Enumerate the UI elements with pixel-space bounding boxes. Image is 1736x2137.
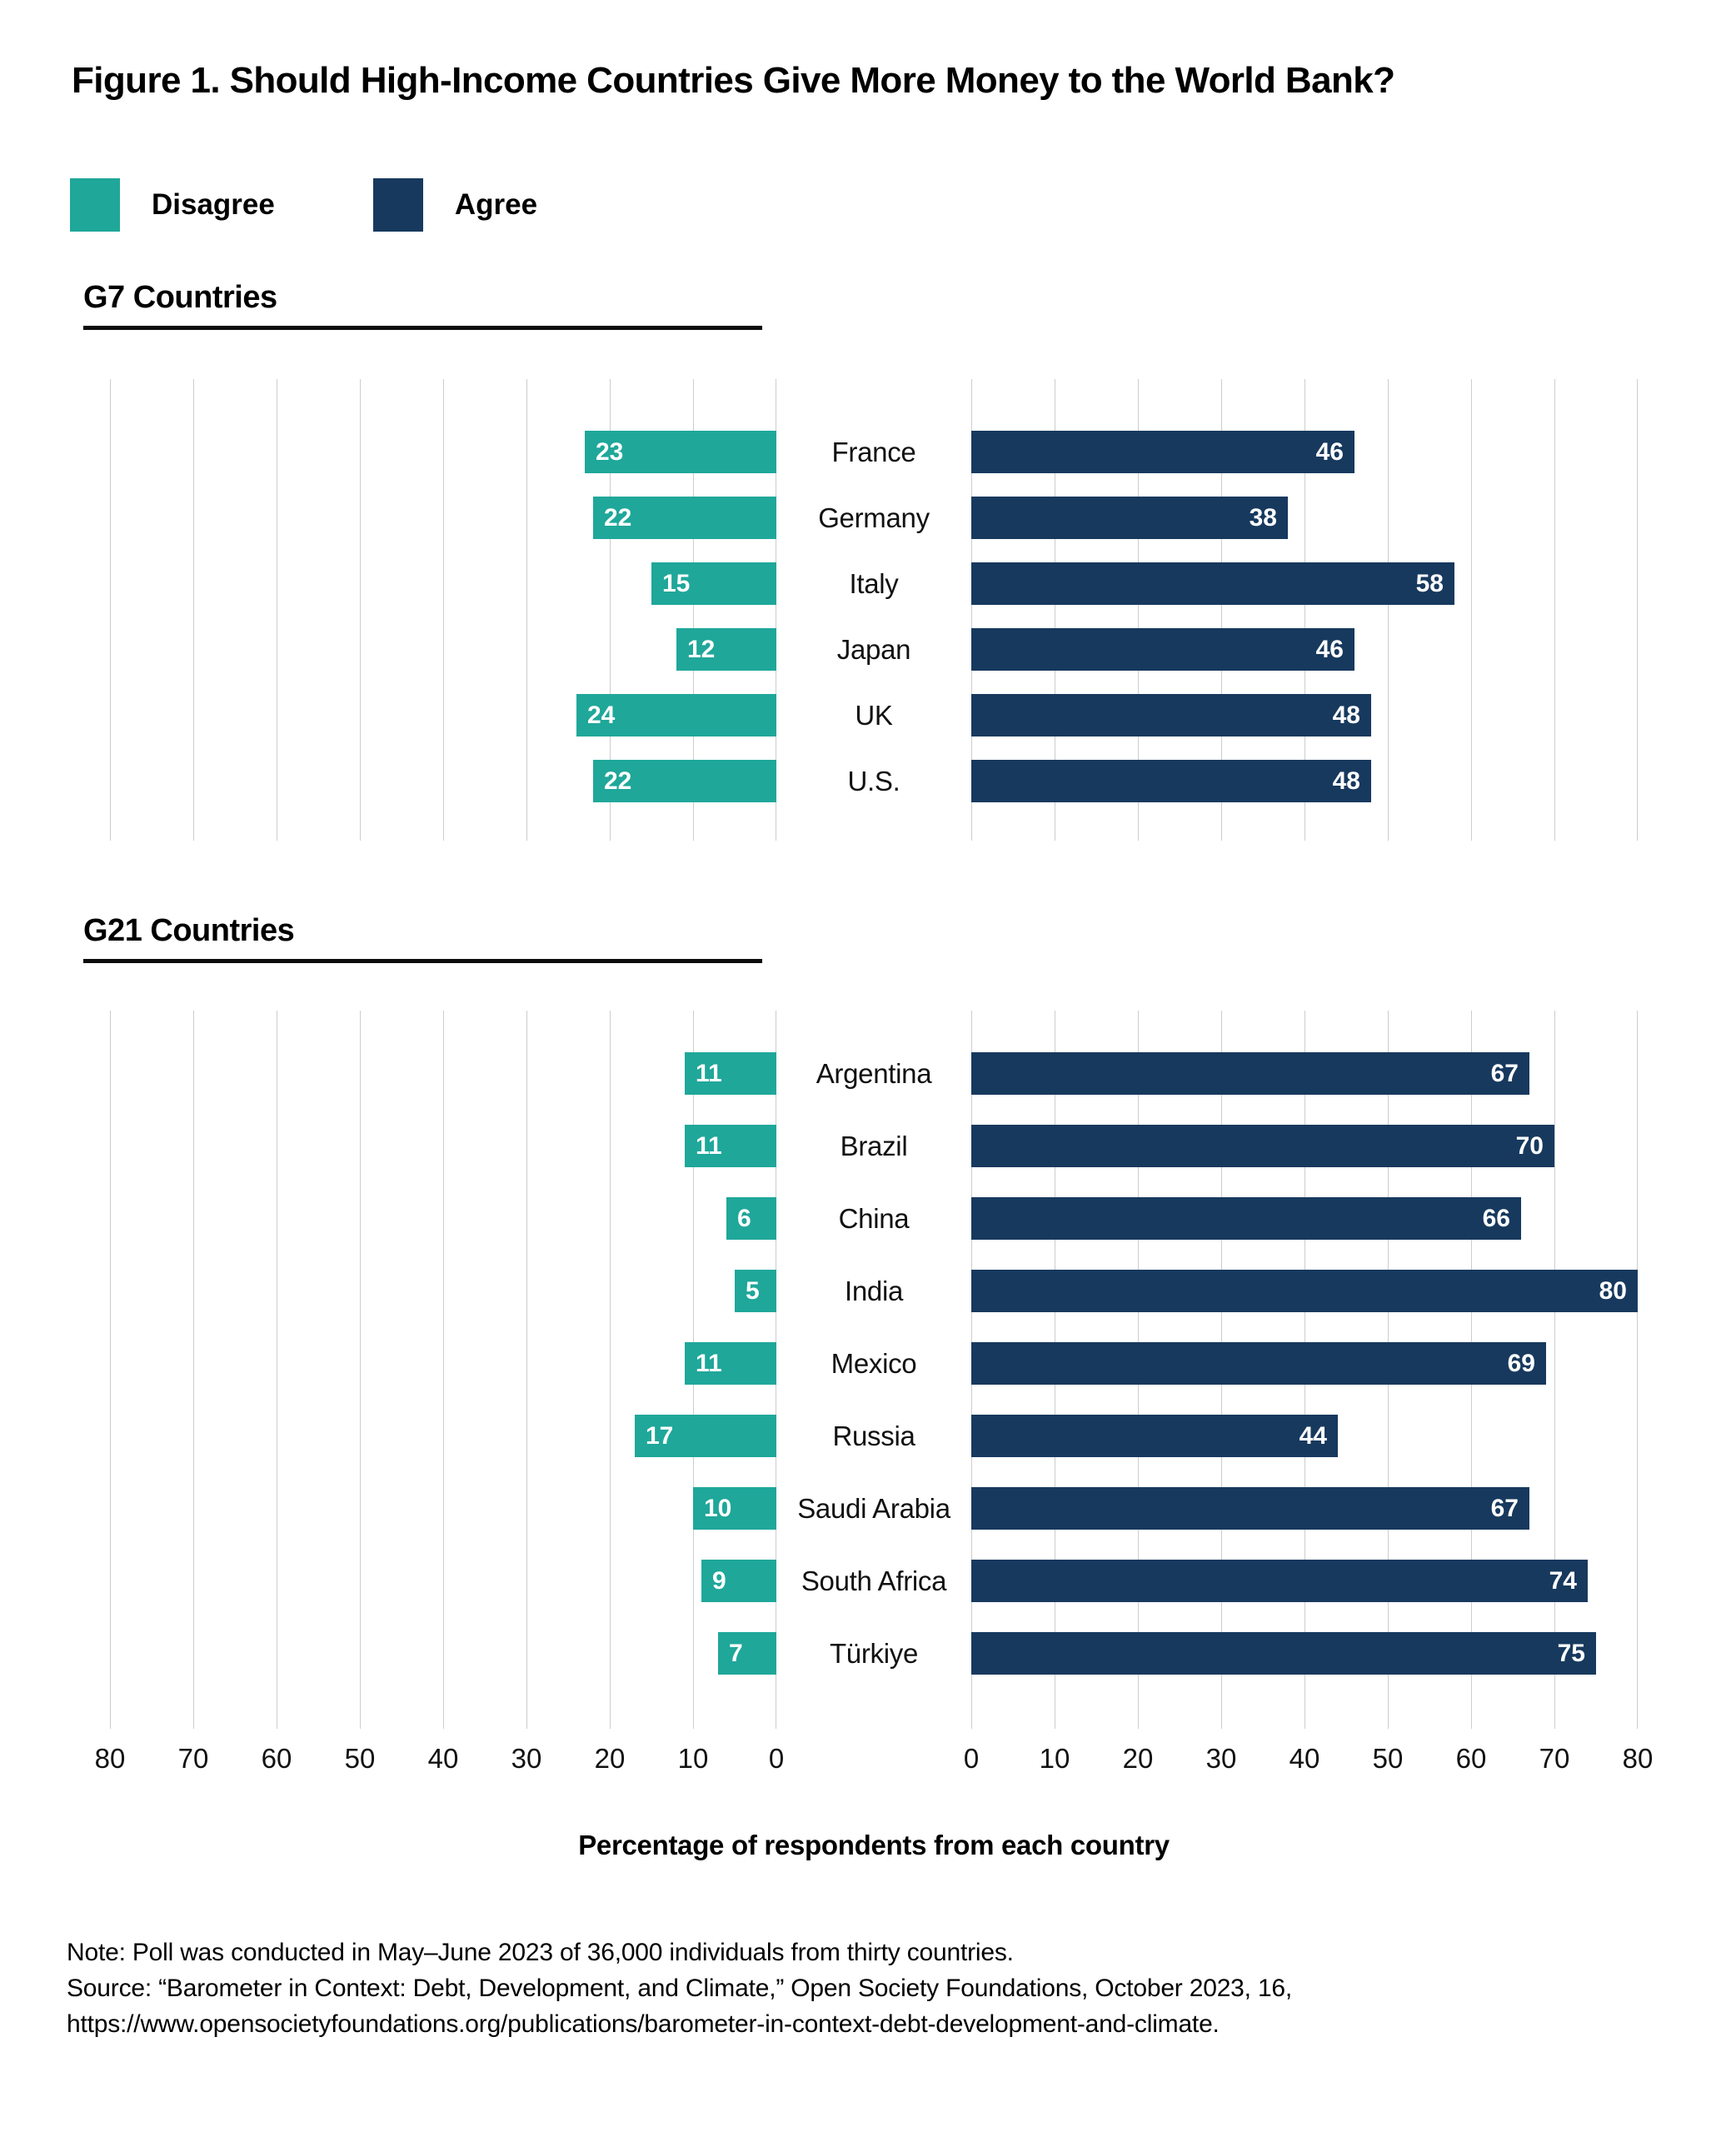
agree-bar-China	[971, 1197, 1521, 1240]
chart-row	[971, 485, 1638, 551]
agree-color-swatch	[373, 178, 423, 232]
chart-row	[776, 419, 971, 485]
chart-row	[776, 485, 971, 551]
axis-tick-70: 70	[177, 1743, 209, 1774]
chart-row	[110, 1472, 776, 1545]
bar-value-label: 75	[1557, 1639, 1585, 1667]
bar-value-label: 11	[696, 1059, 722, 1087]
axis-tick-50: 50	[344, 1743, 376, 1774]
bar-value-label: 12	[687, 635, 716, 663]
bar-value-label: 48	[1332, 766, 1360, 795]
chart-row	[110, 1327, 776, 1400]
chart-row	[971, 748, 1638, 814]
axis-tick-80: 80	[1622, 1743, 1654, 1774]
axis-tick-30: 30	[1205, 1743, 1237, 1774]
country-label: Mexico	[831, 1347, 917, 1379]
axis-tick-40: 40	[427, 1743, 459, 1774]
bar-value-label: 5	[746, 1276, 760, 1305]
bar-value-label: 11	[696, 1349, 722, 1377]
bar-value-label: 23	[596, 437, 624, 466]
x-axis	[94, 1743, 1654, 1781]
chart-row	[971, 551, 1638, 617]
chart-row	[110, 485, 776, 551]
chart-row	[776, 1327, 971, 1400]
g21-country-labels	[776, 1011, 971, 1729]
g7-disagree-panel	[110, 379, 776, 841]
bar-value-label: 67	[1490, 1494, 1519, 1522]
chart-row	[971, 419, 1638, 485]
chart-row	[110, 748, 776, 814]
legend-label-disagree: Disagree	[152, 188, 275, 221]
legend-item-agree	[373, 178, 537, 232]
agree-bar-Italy	[971, 562, 1454, 605]
chart-row	[776, 1255, 971, 1327]
section-header-g7	[83, 280, 762, 330]
country-label: UK	[855, 699, 893, 731]
country-label: Japan	[836, 633, 911, 665]
chart-row	[776, 1037, 971, 1110]
chart-row	[110, 1400, 776, 1472]
axis-tick-30: 30	[511, 1743, 542, 1774]
disagree-bar-Russia	[635, 1415, 776, 1457]
agree-bar-India	[971, 1270, 1638, 1312]
chart-row	[110, 1545, 776, 1617]
bar-value-label: 58	[1415, 569, 1444, 597]
disagree-bar-Argentina	[685, 1052, 776, 1095]
axis-tick-50: 50	[1372, 1743, 1404, 1774]
chart-row	[110, 1255, 776, 1327]
figure-title: Figure 1. Should High-Income Countries Give More Money to the World Bank?	[72, 60, 1395, 101]
chart-row	[110, 617, 776, 682]
disagree-color-swatch	[70, 178, 120, 232]
chart-row	[971, 1182, 1638, 1255]
disagree-bar-Germany	[593, 497, 776, 539]
agree-bar-Argentina	[971, 1052, 1529, 1095]
axis-center-gap	[776, 1743, 971, 1781]
footnotes	[67, 1935, 1292, 2042]
axis-tick-0: 0	[768, 1743, 785, 1774]
chart-row	[110, 419, 776, 485]
country-label: France	[831, 436, 916, 467]
bar-value-label: 15	[662, 569, 691, 597]
agree-bar-Brazil	[971, 1125, 1554, 1167]
disagree-bar-Japan	[676, 628, 776, 671]
note-line: Note: Poll was conducted in May–June 2023 of 36,000 individuals from thirty countries.	[67, 1939, 1014, 1966]
chart-row	[776, 1545, 971, 1617]
chart-row	[971, 1617, 1638, 1690]
chart-row	[971, 1110, 1638, 1182]
axis-tick-10: 10	[1039, 1743, 1070, 1774]
agree-bar-U.S.	[971, 760, 1371, 802]
source-line: Source: “Barometer in Context: Debt, Development, and Climate,” Open Society Foundations, October 2023, 16,	[67, 1975, 1293, 2002]
country-label: U.S.	[847, 765, 900, 796]
chart-row	[110, 551, 776, 617]
country-label: Argentina	[816, 1057, 932, 1089]
section-header-g21	[83, 913, 762, 963]
country-label: Türkiye	[829, 1637, 919, 1669]
chart-row	[971, 617, 1638, 682]
chart-row	[971, 1472, 1638, 1545]
agree-bar-Germany	[971, 497, 1288, 539]
section-title-g7: G7 Countries	[83, 280, 277, 315]
bar-value-label: 6	[737, 1204, 751, 1232]
chart-row	[971, 1545, 1638, 1617]
bar-value-label: 67	[1490, 1059, 1519, 1087]
chart-row	[776, 1617, 971, 1690]
disagree-bar-Mexico	[685, 1342, 776, 1385]
bar-value-label: 22	[604, 503, 632, 532]
bar-value-label: 10	[704, 1494, 732, 1522]
chart-row	[776, 748, 971, 814]
axis-tick-40: 40	[1289, 1743, 1320, 1774]
x-axis-label: Percentage of respondents from each country	[578, 1830, 1170, 1860]
agree-bar-Japan	[971, 628, 1354, 671]
chart-row	[776, 551, 971, 617]
legend-item-disagree	[70, 178, 275, 232]
axis-tick-80: 80	[94, 1743, 126, 1774]
chart-row	[776, 682, 971, 748]
disagree-bar-China	[726, 1197, 776, 1240]
chart-row	[971, 1327, 1638, 1400]
country-label: Brazil	[840, 1130, 908, 1161]
g21-agree-panel	[971, 1011, 1638, 1729]
chart-g7	[110, 379, 1638, 841]
disagree-bar-Türkiye	[718, 1632, 776, 1675]
bar-value-label: 66	[1482, 1204, 1510, 1232]
disagree-bar-Italy	[651, 562, 776, 605]
bar-value-label: 46	[1315, 437, 1344, 466]
country-label: Russia	[832, 1420, 915, 1451]
axis-tick-0: 0	[963, 1743, 980, 1774]
axis-tick-60: 60	[1455, 1743, 1487, 1774]
legend	[70, 178, 537, 232]
country-label: South Africa	[801, 1565, 947, 1596]
chart-row	[110, 1037, 776, 1110]
chart-row	[110, 682, 776, 748]
source-url: https://www.opensocietyfoundations.org/publications/barometer-in-context-debt-development-and-climate.	[67, 2010, 1220, 2038]
bar-value-label: 17	[646, 1421, 674, 1450]
disagree-bar-India	[735, 1270, 776, 1312]
chart-row	[971, 1400, 1638, 1472]
chart-row	[971, 1255, 1638, 1327]
bar-value-label: 74	[1549, 1566, 1577, 1595]
bar-value-label: 46	[1315, 635, 1344, 663]
bar-value-label: 44	[1299, 1421, 1327, 1450]
axis-tick-10: 10	[677, 1743, 709, 1774]
chart-row	[110, 1110, 776, 1182]
bar-value-label: 38	[1249, 503, 1277, 532]
axis-tick-20: 20	[1122, 1743, 1154, 1774]
legend-label-agree: Agree	[454, 188, 538, 221]
axis-tick-70: 70	[1539, 1743, 1570, 1774]
disagree-bar-Saudi Arabia	[693, 1487, 776, 1530]
g21-disagree-panel	[110, 1011, 776, 1729]
axis-tick-60: 60	[261, 1743, 292, 1774]
disagree-bar-UK	[576, 694, 776, 736]
right-axis-ticks	[963, 1743, 1654, 1781]
left-axis-ticks	[94, 1743, 785, 1781]
country-label: Germany	[818, 502, 930, 533]
disagree-bar-France	[585, 431, 776, 473]
chart-row	[971, 682, 1638, 748]
country-label: Italy	[849, 567, 899, 599]
chart-row	[110, 1182, 776, 1255]
disagree-bar-U.S.	[593, 760, 776, 802]
bar-value-label: 69	[1507, 1349, 1535, 1377]
bar-value-label: 70	[1515, 1131, 1544, 1160]
g7-country-labels	[776, 379, 971, 841]
bar-value-label: 22	[604, 766, 632, 795]
chart-row	[776, 617, 971, 682]
disagree-bar-South Africa	[701, 1560, 776, 1602]
agree-bar-Russia	[971, 1415, 1338, 1457]
bar-value-label: 24	[587, 701, 616, 729]
chart-g21	[110, 1011, 1638, 1729]
chart-row	[971, 1037, 1638, 1110]
disagree-bar-Brazil	[685, 1125, 776, 1167]
chart-row	[776, 1472, 971, 1545]
bar-value-label: 7	[729, 1639, 743, 1667]
axis-tick-20: 20	[594, 1743, 626, 1774]
chart-row	[776, 1400, 971, 1472]
section-title-g21: G21 Countries	[83, 913, 295, 948]
bar-value-label: 80	[1599, 1276, 1627, 1305]
agree-bar-Saudi Arabia	[971, 1487, 1529, 1530]
agree-bar-France	[971, 431, 1354, 473]
country-label: China	[838, 1202, 910, 1234]
g7-agree-panel	[971, 379, 1638, 841]
chart-row	[776, 1110, 971, 1182]
bar-value-label: 11	[696, 1131, 722, 1160]
chart-row	[110, 1617, 776, 1690]
chart-row	[776, 1182, 971, 1255]
agree-bar-Mexico	[971, 1342, 1546, 1385]
agree-bar-Türkiye	[971, 1632, 1596, 1675]
country-label: Saudi Arabia	[797, 1492, 950, 1524]
bar-value-label: 48	[1332, 701, 1360, 729]
country-label: India	[844, 1275, 904, 1306]
bar-value-label: 9	[712, 1566, 726, 1595]
agree-bar-South Africa	[971, 1560, 1588, 1602]
agree-bar-UK	[971, 694, 1371, 736]
